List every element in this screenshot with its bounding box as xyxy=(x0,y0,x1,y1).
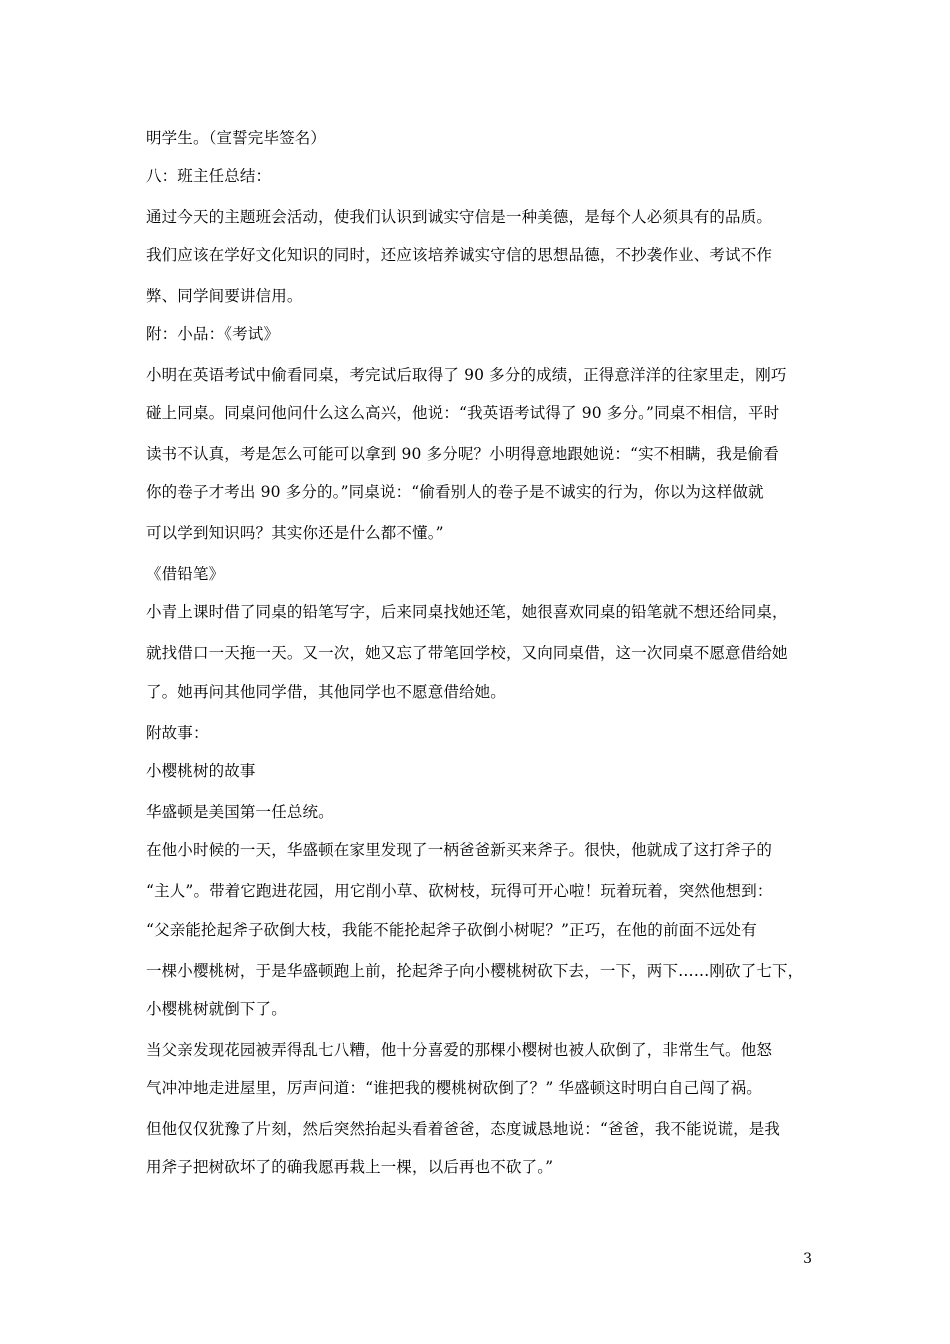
text-line: 明学生。（宣誓完毕签名） xyxy=(146,129,327,147)
text-line: 你的卷子才考出 90 多分的。”同桌说：“偷看别人的卷子是不诚实的行为，你以为这样做就 xyxy=(146,483,764,501)
text-line: 一棵小樱桃树，于是华盛顿跑上前，抡起斧子向小樱桃树砍下去，一下，两下……刚砍了七下， xyxy=(146,962,804,980)
text-line: 就找借口一天拖一天。又一次，她又忘了带笔回学校，又向同桌借，这一次同桌不愿意借给她 xyxy=(146,644,788,662)
text-line: 弊、同学间要讲信用。 xyxy=(146,287,303,305)
text-line: 小青上课时借了同桌的铅笔写字，后来同桌找她还笔，她很喜欢同桌的铅笔就不想还给同桌， xyxy=(146,603,788,621)
text-line: 小樱桃树就倒下了。 xyxy=(146,1000,287,1018)
text-line: 在他小时候的一天，华盛顿在家里发现了一柄爸爸新买来斧子。很快，他就成了这打斧子的 xyxy=(146,841,773,859)
section-heading: 附：小品：《考试》 xyxy=(146,325,280,343)
text-line: 通过今天的主题班会活动，使我们认识到诚实守信是一种美德，是每个人必须具有的品质。 xyxy=(146,208,773,226)
text-line: 读书不认真，考是怎么可能可以拿到 90 多分呢？小明得意地跟她说：“实不相瞒，我是偷看 xyxy=(146,445,779,463)
section-heading: 八：班主任总结： xyxy=(146,167,272,185)
text-line: 但他仅仅犹豫了片刻，然后突然抬起头看着爸爸，态度诚恳地说：“爸爸，我不能说谎，是我 xyxy=(146,1120,781,1138)
section-heading: 附故事： xyxy=(146,724,209,742)
text-line: 小明在英语考试中偷看同桌，考完试后取得了 90 多分的成绩，正得意洋洋的往家里走，刚巧 xyxy=(146,366,787,384)
text-line: 当父亲发现花园被弄得乱七八糟，他十分喜爱的那棵小樱树也被人砍倒了，非常生气。他怒 xyxy=(146,1041,773,1059)
page-number: 3 xyxy=(803,1251,812,1267)
section-heading: 《借铅笔》 xyxy=(146,565,225,583)
text-line: 用斧子把树砍坏了的确我愿再栽上一棵，以后再也不砍了。” xyxy=(146,1158,554,1176)
text-line: 我们应该在学好文化知识的同时，还应该培养诚实守信的思想品德，不抄袭作业、考试不作 xyxy=(146,246,773,264)
text-line: “父亲能抡起斧子砍倒大枝，我能不能抡起斧子砍倒小树呢？”正巧，在他的前面不远处有 xyxy=(146,921,757,939)
text-line: “主人”。带着它跑进花园，用它削小草、砍树枝，玩得可开心啦！玩着玩着，突然他想到： xyxy=(146,882,773,900)
text-line: 可以学到知识吗？其实你还是什么都不懂。” xyxy=(146,524,444,542)
story-title: 小樱桃树的故事 xyxy=(146,762,256,780)
text-line: 碰上同桌。同桌问他问什么这么高兴，他说：“我英语考试得了 90 多分。”同桌不相信，平时 xyxy=(146,404,780,422)
text-line: 气冲冲地走进屋里，厉声问道：“谁把我的樱桃树砍倒了？” 华盛顿这时明白自己闯了祸。 xyxy=(146,1079,762,1097)
text-line: 了。她再问其他同学借，其他同学也不愿意借给她。 xyxy=(146,683,506,701)
text-line: 华盛顿是美国第一任总统。 xyxy=(146,803,334,821)
